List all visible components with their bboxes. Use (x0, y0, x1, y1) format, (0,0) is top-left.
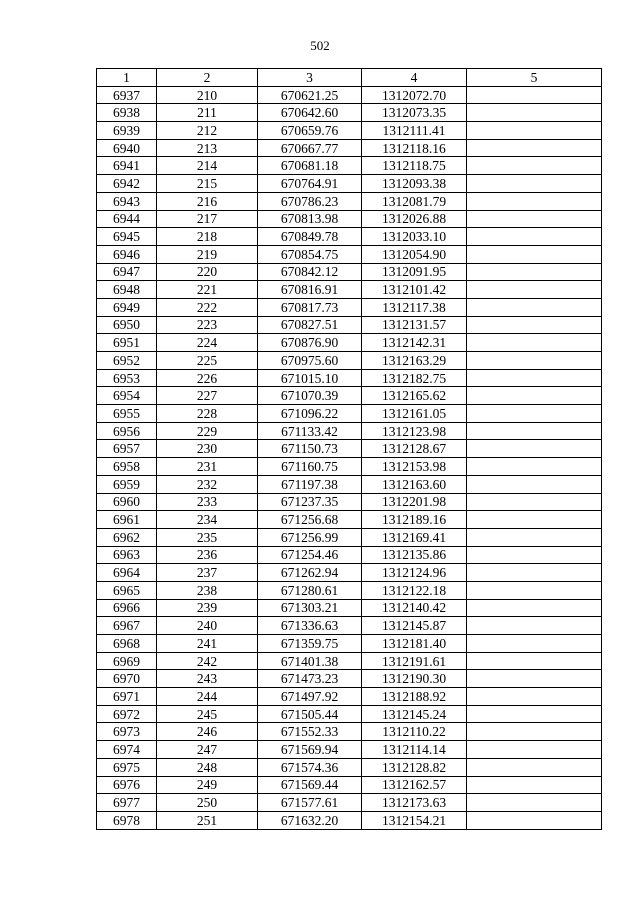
table-row (97, 811, 602, 829)
table-cell-col-1: 6942 (97, 175, 157, 193)
table-row (97, 564, 602, 582)
table-row (97, 263, 602, 281)
table-cell-col-3: 671150.73 (258, 440, 362, 458)
table-cell-col-4: 1312153.98 (362, 458, 467, 476)
table-cell-col-4: 1312181.40 (362, 635, 467, 653)
table-cell-col-2: 239 (157, 599, 258, 617)
table-row (97, 175, 602, 193)
table-cell-col-4: 1312117.38 (362, 298, 467, 316)
table-cell-col-2: 237 (157, 564, 258, 582)
table-cell-col-2: 216 (157, 192, 258, 210)
table-header (97, 69, 602, 87)
table-row (97, 440, 602, 458)
table-cell-col-4: 1312173.63 (362, 794, 467, 812)
table-cell-col-5 (467, 352, 602, 370)
table-cell-col-5 (467, 493, 602, 511)
table-cell-col-1: 6969 (97, 652, 157, 670)
table-cell-col-4: 1312091.95 (362, 263, 467, 281)
table-cell-col-4: 1312161.05 (362, 405, 467, 423)
table-cell-col-5 (467, 758, 602, 776)
table-cell-col-2: 251 (157, 811, 258, 829)
table-cell-col-5 (467, 86, 602, 104)
table-cell-col-1: 6965 (97, 581, 157, 599)
table-cell-col-3: 671237.35 (258, 493, 362, 511)
table-cell-col-1: 6939 (97, 122, 157, 140)
table-cell-col-5 (467, 776, 602, 794)
table-cell-col-5 (467, 192, 602, 210)
column-header-4: 4 (362, 69, 467, 87)
table-row (97, 617, 602, 635)
table-cell-col-5 (467, 458, 602, 476)
table-cell-col-1: 6960 (97, 493, 157, 511)
table-cell-col-5 (467, 811, 602, 829)
table-cell-col-3: 670975.60 (258, 352, 362, 370)
table-cell-col-1: 6958 (97, 458, 157, 476)
table-cell-col-5 (467, 741, 602, 759)
column-header-5: 5 (467, 69, 602, 87)
table-cell-col-5 (467, 245, 602, 263)
table-cell-col-5 (467, 581, 602, 599)
table-cell-col-1: 6977 (97, 794, 157, 812)
table-cell-col-5 (467, 440, 602, 458)
table-row (97, 546, 602, 564)
table-cell-col-5 (467, 546, 602, 564)
table-cell-col-4: 1312131.57 (362, 316, 467, 334)
table-cell-col-5 (467, 422, 602, 440)
table-cell-col-2: 211 (157, 104, 258, 122)
table-cell-col-4: 1312122.18 (362, 581, 467, 599)
table-cell-col-2: 217 (157, 210, 258, 228)
table-cell-col-4: 1312145.87 (362, 617, 467, 635)
table-cell-col-4: 1312124.96 (362, 564, 467, 582)
table-cell-col-2: 228 (157, 405, 258, 423)
table-cell-col-4: 1312026.88 (362, 210, 467, 228)
table-cell-col-2: 230 (157, 440, 258, 458)
table-cell-col-1: 6947 (97, 263, 157, 281)
table-cell-col-2: 246 (157, 723, 258, 741)
table-cell-col-5 (467, 528, 602, 546)
table-cell-col-1: 6970 (97, 670, 157, 688)
table-cell-col-2: 223 (157, 316, 258, 334)
table-cell-col-2: 244 (157, 688, 258, 706)
table-row (97, 192, 602, 210)
table-cell-col-4: 1312093.38 (362, 175, 467, 193)
table-cell-col-2: 214 (157, 157, 258, 175)
table-row (97, 741, 602, 759)
table-cell-col-1: 6941 (97, 157, 157, 175)
table-cell-col-3: 670854.75 (258, 245, 362, 263)
table-row (97, 670, 602, 688)
table-cell-col-4: 1312163.60 (362, 475, 467, 493)
column-header-3: 3 (258, 69, 362, 87)
table-cell-col-3: 671280.61 (258, 581, 362, 599)
column-header-1: 1 (97, 69, 157, 87)
table-cell-col-1: 6963 (97, 546, 157, 564)
table-cell-col-2: 249 (157, 776, 258, 794)
table-row (97, 228, 602, 246)
table-row (97, 369, 602, 387)
table-cell-col-4: 1312190.30 (362, 670, 467, 688)
table-row (97, 352, 602, 370)
table-row (97, 122, 602, 140)
table-cell-col-4: 1312165.62 (362, 387, 467, 405)
table-cell-col-3: 670764.91 (258, 175, 362, 193)
table-cell-col-4: 1312201.98 (362, 493, 467, 511)
table-cell-col-4: 1312191.61 (362, 652, 467, 670)
table-row (97, 245, 602, 263)
table-cell-col-2: 218 (157, 228, 258, 246)
table-cell-col-2: 242 (157, 652, 258, 670)
table-row (97, 210, 602, 228)
table-cell-col-5 (467, 281, 602, 299)
table-cell-col-1: 6937 (97, 86, 157, 104)
table-cell-col-1: 6940 (97, 139, 157, 157)
table-cell-col-2: 220 (157, 263, 258, 281)
table-cell-col-1: 6967 (97, 617, 157, 635)
table-cell-col-1: 6974 (97, 741, 157, 759)
table-cell-col-5 (467, 475, 602, 493)
table-cell-col-2: 215 (157, 175, 258, 193)
table-cell-col-3: 670642.60 (258, 104, 362, 122)
table-cell-col-4: 1312140.42 (362, 599, 467, 617)
table-cell-col-1: 6962 (97, 528, 157, 546)
table-cell-col-3: 671632.20 (258, 811, 362, 829)
table-cell-col-5 (467, 104, 602, 122)
table-cell-col-5 (467, 298, 602, 316)
table-row (97, 139, 602, 157)
table-cell-col-5 (467, 316, 602, 334)
table-cell-col-3: 671262.94 (258, 564, 362, 582)
table-cell-col-4: 1312110.22 (362, 723, 467, 741)
table-row (97, 334, 602, 352)
table-cell-col-5 (467, 157, 602, 175)
table-cell-col-2: 229 (157, 422, 258, 440)
table-cell-col-3: 671401.38 (258, 652, 362, 670)
table-cell-col-2: 240 (157, 617, 258, 635)
table-row (97, 86, 602, 104)
table-row (97, 316, 602, 334)
table-cell-col-1: 6978 (97, 811, 157, 829)
coordinates-table (96, 68, 602, 830)
table-cell-col-1: 6975 (97, 758, 157, 776)
table-row (97, 581, 602, 599)
table-cell-col-1: 6968 (97, 635, 157, 653)
table-cell-col-4: 1312081.79 (362, 192, 467, 210)
table-cell-col-2: 248 (157, 758, 258, 776)
table-cell-col-2: 250 (157, 794, 258, 812)
table-row (97, 776, 602, 794)
table-cell-col-5 (467, 723, 602, 741)
table-cell-col-2: 232 (157, 475, 258, 493)
table-cell-col-5 (467, 794, 602, 812)
table-cell-col-1: 6972 (97, 705, 157, 723)
table-cell-col-2: 238 (157, 581, 258, 599)
table-row (97, 652, 602, 670)
table-cell-col-4: 1312154.21 (362, 811, 467, 829)
table-cell-col-5 (467, 652, 602, 670)
table-cell-col-3: 671015.10 (258, 369, 362, 387)
table-cell-col-1: 6964 (97, 564, 157, 582)
table-row (97, 422, 602, 440)
table-row (97, 511, 602, 529)
table-row (97, 281, 602, 299)
table-cell-col-2: 226 (157, 369, 258, 387)
table-row (97, 104, 602, 122)
table-cell-col-1: 6951 (97, 334, 157, 352)
table-cell-col-5 (467, 334, 602, 352)
table-cell-col-1: 6957 (97, 440, 157, 458)
table-cell-col-3: 671160.75 (258, 458, 362, 476)
table-cell-col-4: 1312162.57 (362, 776, 467, 794)
table-row (97, 758, 602, 776)
table-cell-col-2: 236 (157, 546, 258, 564)
table-cell-col-1: 6954 (97, 387, 157, 405)
table-cell-col-4: 1312142.31 (362, 334, 467, 352)
table-cell-col-1: 6943 (97, 192, 157, 210)
table-cell-col-2: 233 (157, 493, 258, 511)
table-cell-col-3: 671303.21 (258, 599, 362, 617)
table-cell-col-5 (467, 210, 602, 228)
table-cell-col-3: 670621.25 (258, 86, 362, 104)
table-cell-col-3: 671197.38 (258, 475, 362, 493)
table-cell-col-3: 670681.18 (258, 157, 362, 175)
table-cell-col-3: 671336.63 (258, 617, 362, 635)
table-cell-col-3: 670659.76 (258, 122, 362, 140)
table-cell-col-1: 6945 (97, 228, 157, 246)
table-cell-col-3: 671552.33 (258, 723, 362, 741)
table-cell-col-1: 6971 (97, 688, 157, 706)
table-cell-col-3: 671070.39 (258, 387, 362, 405)
table-cell-col-4: 1312163.29 (362, 352, 467, 370)
table-cell-col-2: 235 (157, 528, 258, 546)
page-number: 502 (310, 38, 330, 53)
table-cell-col-2: 222 (157, 298, 258, 316)
table-cell-col-2: 245 (157, 705, 258, 723)
table-cell-col-5 (467, 369, 602, 387)
table-row (97, 405, 602, 423)
table-cell-col-3: 670827.51 (258, 316, 362, 334)
table-cell-col-3: 671359.75 (258, 635, 362, 653)
table-cell-col-5 (467, 122, 602, 140)
table-cell-col-1: 6953 (97, 369, 157, 387)
table-cell-col-4: 1312145.24 (362, 705, 467, 723)
table-body (97, 86, 602, 829)
table-row (97, 493, 602, 511)
table-cell-col-3: 670667.77 (258, 139, 362, 157)
table-cell-col-1: 6956 (97, 422, 157, 440)
table-cell-col-1: 6976 (97, 776, 157, 794)
table-cell-col-4: 1312072.70 (362, 86, 467, 104)
table-cell-col-4: 1312118.16 (362, 139, 467, 157)
table-cell-col-1: 6966 (97, 599, 157, 617)
table-cell-col-2: 243 (157, 670, 258, 688)
table-cell-col-3: 670817.73 (258, 298, 362, 316)
table-cell-col-5 (467, 139, 602, 157)
table-cell-col-5 (467, 387, 602, 405)
table-cell-col-3: 671577.61 (258, 794, 362, 812)
table-cell-col-3: 671096.22 (258, 405, 362, 423)
table-cell-col-5 (467, 617, 602, 635)
table-row (97, 794, 602, 812)
table-cell-col-1: 6950 (97, 316, 157, 334)
table-cell-col-1: 6949 (97, 298, 157, 316)
table-cell-col-2: 212 (157, 122, 258, 140)
table-cell-col-5 (467, 564, 602, 582)
table-cell-col-2: 225 (157, 352, 258, 370)
table-cell-col-4: 1312033.10 (362, 228, 467, 246)
table-row (97, 458, 602, 476)
table-row (97, 723, 602, 741)
table-cell-col-1: 6938 (97, 104, 157, 122)
column-header-2: 2 (157, 69, 258, 87)
table-cell-col-3: 671569.44 (258, 776, 362, 794)
table-cell-col-5 (467, 705, 602, 723)
table-cell-col-4: 1312128.67 (362, 440, 467, 458)
table-cell-col-3: 671254.46 (258, 546, 362, 564)
table-cell-col-1: 6955 (97, 405, 157, 423)
table-cell-col-3: 670849.78 (258, 228, 362, 246)
table-cell-col-3: 671473.23 (258, 670, 362, 688)
table-cell-col-4: 1312135.86 (362, 546, 467, 564)
table-cell-col-2: 227 (157, 387, 258, 405)
table-cell-col-5 (467, 228, 602, 246)
table-cell-col-1: 6946 (97, 245, 157, 263)
table-cell-col-4: 1312054.90 (362, 245, 467, 263)
table-cell-col-2: 221 (157, 281, 258, 299)
table-cell-col-3: 670786.23 (258, 192, 362, 210)
table-cell-col-4: 1312114.14 (362, 741, 467, 759)
table-cell-col-2: 213 (157, 139, 258, 157)
table-cell-col-4: 1312182.75 (362, 369, 467, 387)
table-cell-col-2: 210 (157, 86, 258, 104)
header-row (97, 69, 602, 87)
table-cell-col-3: 670816.91 (258, 281, 362, 299)
table-cell-col-4: 1312073.35 (362, 104, 467, 122)
table-cell-col-3: 671497.92 (258, 688, 362, 706)
table-cell-col-4: 1312128.82 (362, 758, 467, 776)
table-cell-col-5 (467, 405, 602, 423)
table-row (97, 387, 602, 405)
table-cell-col-1: 6973 (97, 723, 157, 741)
table-cell-col-5 (467, 263, 602, 281)
table-cell-col-1: 6944 (97, 210, 157, 228)
table-cell-col-3: 671256.68 (258, 511, 362, 529)
table-cell-col-2: 234 (157, 511, 258, 529)
table-cell-col-3: 671574.36 (258, 758, 362, 776)
table-cell-col-4: 1312118.75 (362, 157, 467, 175)
table-cell-col-1: 6952 (97, 352, 157, 370)
table-cell-col-5 (467, 670, 602, 688)
table-row (97, 688, 602, 706)
table-row (97, 599, 602, 617)
table-row (97, 298, 602, 316)
table-cell-col-5 (467, 599, 602, 617)
table-cell-col-3: 671569.94 (258, 741, 362, 759)
table-row (97, 635, 602, 653)
table-cell-col-5 (467, 635, 602, 653)
table-cell-col-4: 1312188.92 (362, 688, 467, 706)
table-cell-col-4: 1312123.98 (362, 422, 467, 440)
table-cell-col-2: 224 (157, 334, 258, 352)
table-cell-col-4: 1312169.41 (362, 528, 467, 546)
table-cell-col-1: 6948 (97, 281, 157, 299)
table-cell-col-2: 247 (157, 741, 258, 759)
table-cell-col-4: 1312189.16 (362, 511, 467, 529)
table-cell-col-3: 671133.42 (258, 422, 362, 440)
table-row (97, 528, 602, 546)
table-cell-col-5 (467, 511, 602, 529)
table-row (97, 157, 602, 175)
table-cell-col-2: 241 (157, 635, 258, 653)
table-cell-col-3: 671505.44 (258, 705, 362, 723)
table-row (97, 475, 602, 493)
table-cell-col-5 (467, 688, 602, 706)
table-cell-col-4: 1312101.42 (362, 281, 467, 299)
table-cell-col-3: 670842.12 (258, 263, 362, 281)
table-cell-col-3: 670813.98 (258, 210, 362, 228)
table-cell-col-1: 6959 (97, 475, 157, 493)
table-cell-col-4: 1312111.41 (362, 122, 467, 140)
table-row (97, 705, 602, 723)
table-cell-col-2: 231 (157, 458, 258, 476)
table-cell-col-5 (467, 175, 602, 193)
table-cell-col-3: 670876.90 (258, 334, 362, 352)
table-cell-col-2: 219 (157, 245, 258, 263)
table-cell-col-3: 671256.99 (258, 528, 362, 546)
table-cell-col-1: 6961 (97, 511, 157, 529)
